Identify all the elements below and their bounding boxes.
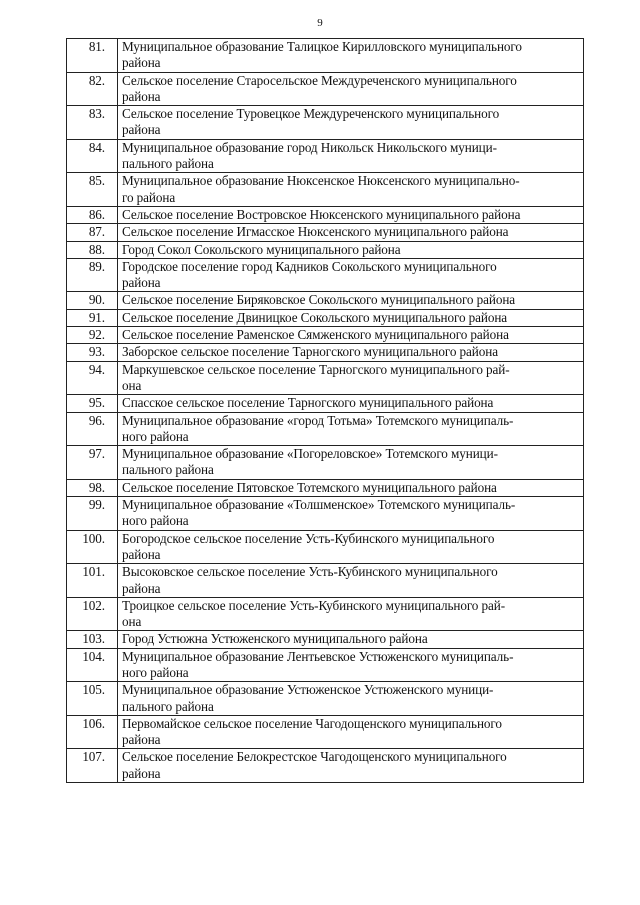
municipality-name — [118, 327, 584, 344]
row-number: 86. — [67, 206, 118, 223]
row-number: 103. — [67, 631, 118, 648]
table-row — [67, 564, 584, 598]
municipality-name-line: Богородское сельское поселение Усть-Кубинского муниципального — [122, 530, 495, 546]
row-number: 85. — [67, 173, 118, 207]
municipality-name — [118, 309, 584, 326]
municipality-name-line: она — [122, 377, 142, 393]
municipality-name-line: Сельское поселение Биряковское Сокольского муниципального района — [122, 292, 516, 308]
row-number: 88. — [67, 241, 118, 258]
municipality-name-line: пального района — [122, 698, 214, 714]
row-number: 107. — [67, 749, 118, 783]
municipality-name — [118, 258, 584, 292]
row-number: 105. — [67, 682, 118, 716]
row-number: 98. — [67, 479, 118, 496]
row-number: 93. — [67, 344, 118, 361]
municipality-name — [118, 173, 584, 207]
municipality-name-line: ного района — [122, 664, 189, 680]
municipality-name — [118, 139, 584, 173]
municipality-name-line: района — [122, 55, 161, 71]
municipality-name-line: Высоковское сельское поселение Усть-Кубинского муниципального — [122, 564, 498, 580]
row-number: 106. — [67, 715, 118, 749]
table-row — [67, 631, 584, 648]
table-row — [67, 361, 584, 395]
table-row — [67, 597, 584, 631]
table-row — [67, 446, 584, 480]
municipality-name-line: Сельское поселение Двиницкое Сокольского муниципального района — [122, 309, 508, 325]
municipality-name-line: района — [122, 88, 161, 104]
municipality-name-line: района — [122, 546, 161, 562]
table-row — [67, 139, 584, 173]
row-number: 83. — [67, 106, 118, 140]
municipality-name-line: Муниципальное образование Лентьевское Устюженского муниципаль- — [122, 648, 514, 664]
table-row — [67, 106, 584, 140]
table-row — [67, 224, 584, 241]
municipality-name-line: Спасское сельское поселение Тарногского муниципального района — [122, 395, 494, 411]
municipality-name-line: района — [122, 275, 161, 291]
row-number: 96. — [67, 412, 118, 446]
municipality-name-line: Муниципальное образование город Никольск Никольского муници- — [122, 139, 497, 155]
municipality-name-line: Троицкое сельское поселение Усть-Кубинского муниципального рай- — [122, 597, 505, 613]
municipality-name — [118, 224, 584, 241]
municipality-name-line: го района — [122, 189, 176, 205]
row-number: 87. — [67, 224, 118, 241]
row-number: 92. — [67, 327, 118, 344]
municipality-name-line: Первомайское сельское поселение Чагодощенского муниципального — [122, 715, 502, 731]
municipality-name-line: Сельское поселение Востровское Нюксенского муниципального района — [122, 206, 521, 222]
municipality-name — [118, 497, 584, 531]
municipality-name — [118, 530, 584, 564]
row-number: 82. — [67, 72, 118, 106]
table-row — [67, 72, 584, 106]
table-row — [67, 648, 584, 682]
table-row — [67, 412, 584, 446]
municipality-name-line: Город Сокол Сокольского муниципального района — [122, 241, 401, 257]
municipality-name — [118, 344, 584, 361]
table-row — [67, 327, 584, 344]
municipality-name — [118, 412, 584, 446]
municipality-name-line: ного района — [122, 513, 189, 529]
table-row — [67, 206, 584, 223]
table-row — [67, 344, 584, 361]
municipality-name — [118, 715, 584, 749]
municipality-name — [118, 39, 584, 73]
row-number: 91. — [67, 309, 118, 326]
municipality-name-line: она — [122, 614, 142, 630]
municipality-name-line: Муниципальное образование «город Тотьма» Тотемского муниципаль- — [122, 412, 514, 428]
table-row — [67, 497, 584, 531]
municipality-name-line: Маркушевское сельское поселение Тарногского муниципального рай- — [122, 361, 510, 377]
municipality-name-line: ного района — [122, 428, 189, 444]
municipality-name-line: пального района — [122, 156, 214, 172]
table-row — [67, 479, 584, 496]
row-number: 99. — [67, 497, 118, 531]
municipality-name-line: Муниципальное образование «Погореловское» Тотемского муници- — [122, 446, 498, 462]
row-number: 84. — [67, 139, 118, 173]
municipality-name-line: Сельское поселение Раменское Сямженского муниципального района — [122, 327, 509, 343]
municipalities-table-body — [67, 39, 584, 783]
municipality-name-line: района — [122, 580, 161, 596]
municipality-name-line: пального района — [122, 462, 214, 478]
municipality-name — [118, 631, 584, 648]
municipality-name — [118, 446, 584, 480]
table-row — [67, 530, 584, 564]
table-row — [67, 173, 584, 207]
row-number: 97. — [67, 446, 118, 480]
row-number: 102. — [67, 597, 118, 631]
municipality-name-line: Городское поселение город Кадников Сокольского муниципального — [122, 258, 497, 274]
municipality-name-line: Муниципальное образование Талицкое Кирилловского муниципального — [122, 39, 522, 54]
municipality-name — [118, 564, 584, 598]
table-row — [67, 241, 584, 258]
municipality-name-line: Сельское поселение Белокрестское Чагодощенского муниципального — [122, 749, 507, 765]
municipality-name — [118, 749, 584, 783]
municipality-name-line: Муниципальное образование «Толшменское» Тотемского муниципаль- — [122, 497, 516, 513]
page-number: 9 — [317, 17, 323, 29]
table-row — [67, 395, 584, 412]
municipality-name — [118, 479, 584, 496]
row-number: 81. — [67, 39, 118, 73]
municipality-name-line: Муниципальное образование Устюженское Устюженского муници- — [122, 682, 494, 698]
municipality-name — [118, 682, 584, 716]
municipality-name — [118, 241, 584, 258]
table-row — [67, 715, 584, 749]
table-row — [67, 39, 584, 73]
municipality-name-line: Заборское сельское поселение Тарногского муниципального района — [122, 344, 498, 360]
table-row — [67, 258, 584, 292]
municipality-name — [118, 361, 584, 395]
municipality-name-line: района — [122, 122, 161, 138]
municipality-name-line: Сельское поселение Туровецкое Междуреченского муниципального — [122, 106, 500, 122]
municipality-name-line: Город Устюжна Устюженского муниципального района — [122, 631, 428, 647]
municipality-name — [118, 395, 584, 412]
municipality-name — [118, 72, 584, 106]
municipality-name-line: Сельское поселение Пятовское Тотемского муниципального района — [122, 479, 497, 495]
row-number: 90. — [67, 292, 118, 309]
table-row — [67, 292, 584, 309]
municipality-name-line: района — [122, 732, 161, 748]
municipality-name — [118, 206, 584, 223]
municipality-name-line: Сельское поселение Игмасское Нюксенского муниципального района — [122, 224, 509, 240]
municipality-name — [118, 648, 584, 682]
row-number: 100. — [67, 530, 118, 564]
municipality-name-line: Сельское поселение Старосельское Междуреченского муниципального — [122, 72, 517, 88]
row-number: 104. — [67, 648, 118, 682]
municipality-name — [118, 106, 584, 140]
row-number: 95. — [67, 395, 118, 412]
municipalities-table — [66, 38, 584, 783]
row-number: 89. — [67, 258, 118, 292]
row-number: 101. — [67, 564, 118, 598]
municipality-name-line: района — [122, 765, 161, 781]
municipality-name-line: Муниципальное образование Нюксенское Нюксенского муниципально- — [122, 173, 520, 189]
municipality-name — [118, 597, 584, 631]
table-row — [67, 749, 584, 783]
row-number: 94. — [67, 361, 118, 395]
municipality-name — [118, 292, 584, 309]
table-row — [67, 309, 584, 326]
table-row — [67, 682, 584, 716]
